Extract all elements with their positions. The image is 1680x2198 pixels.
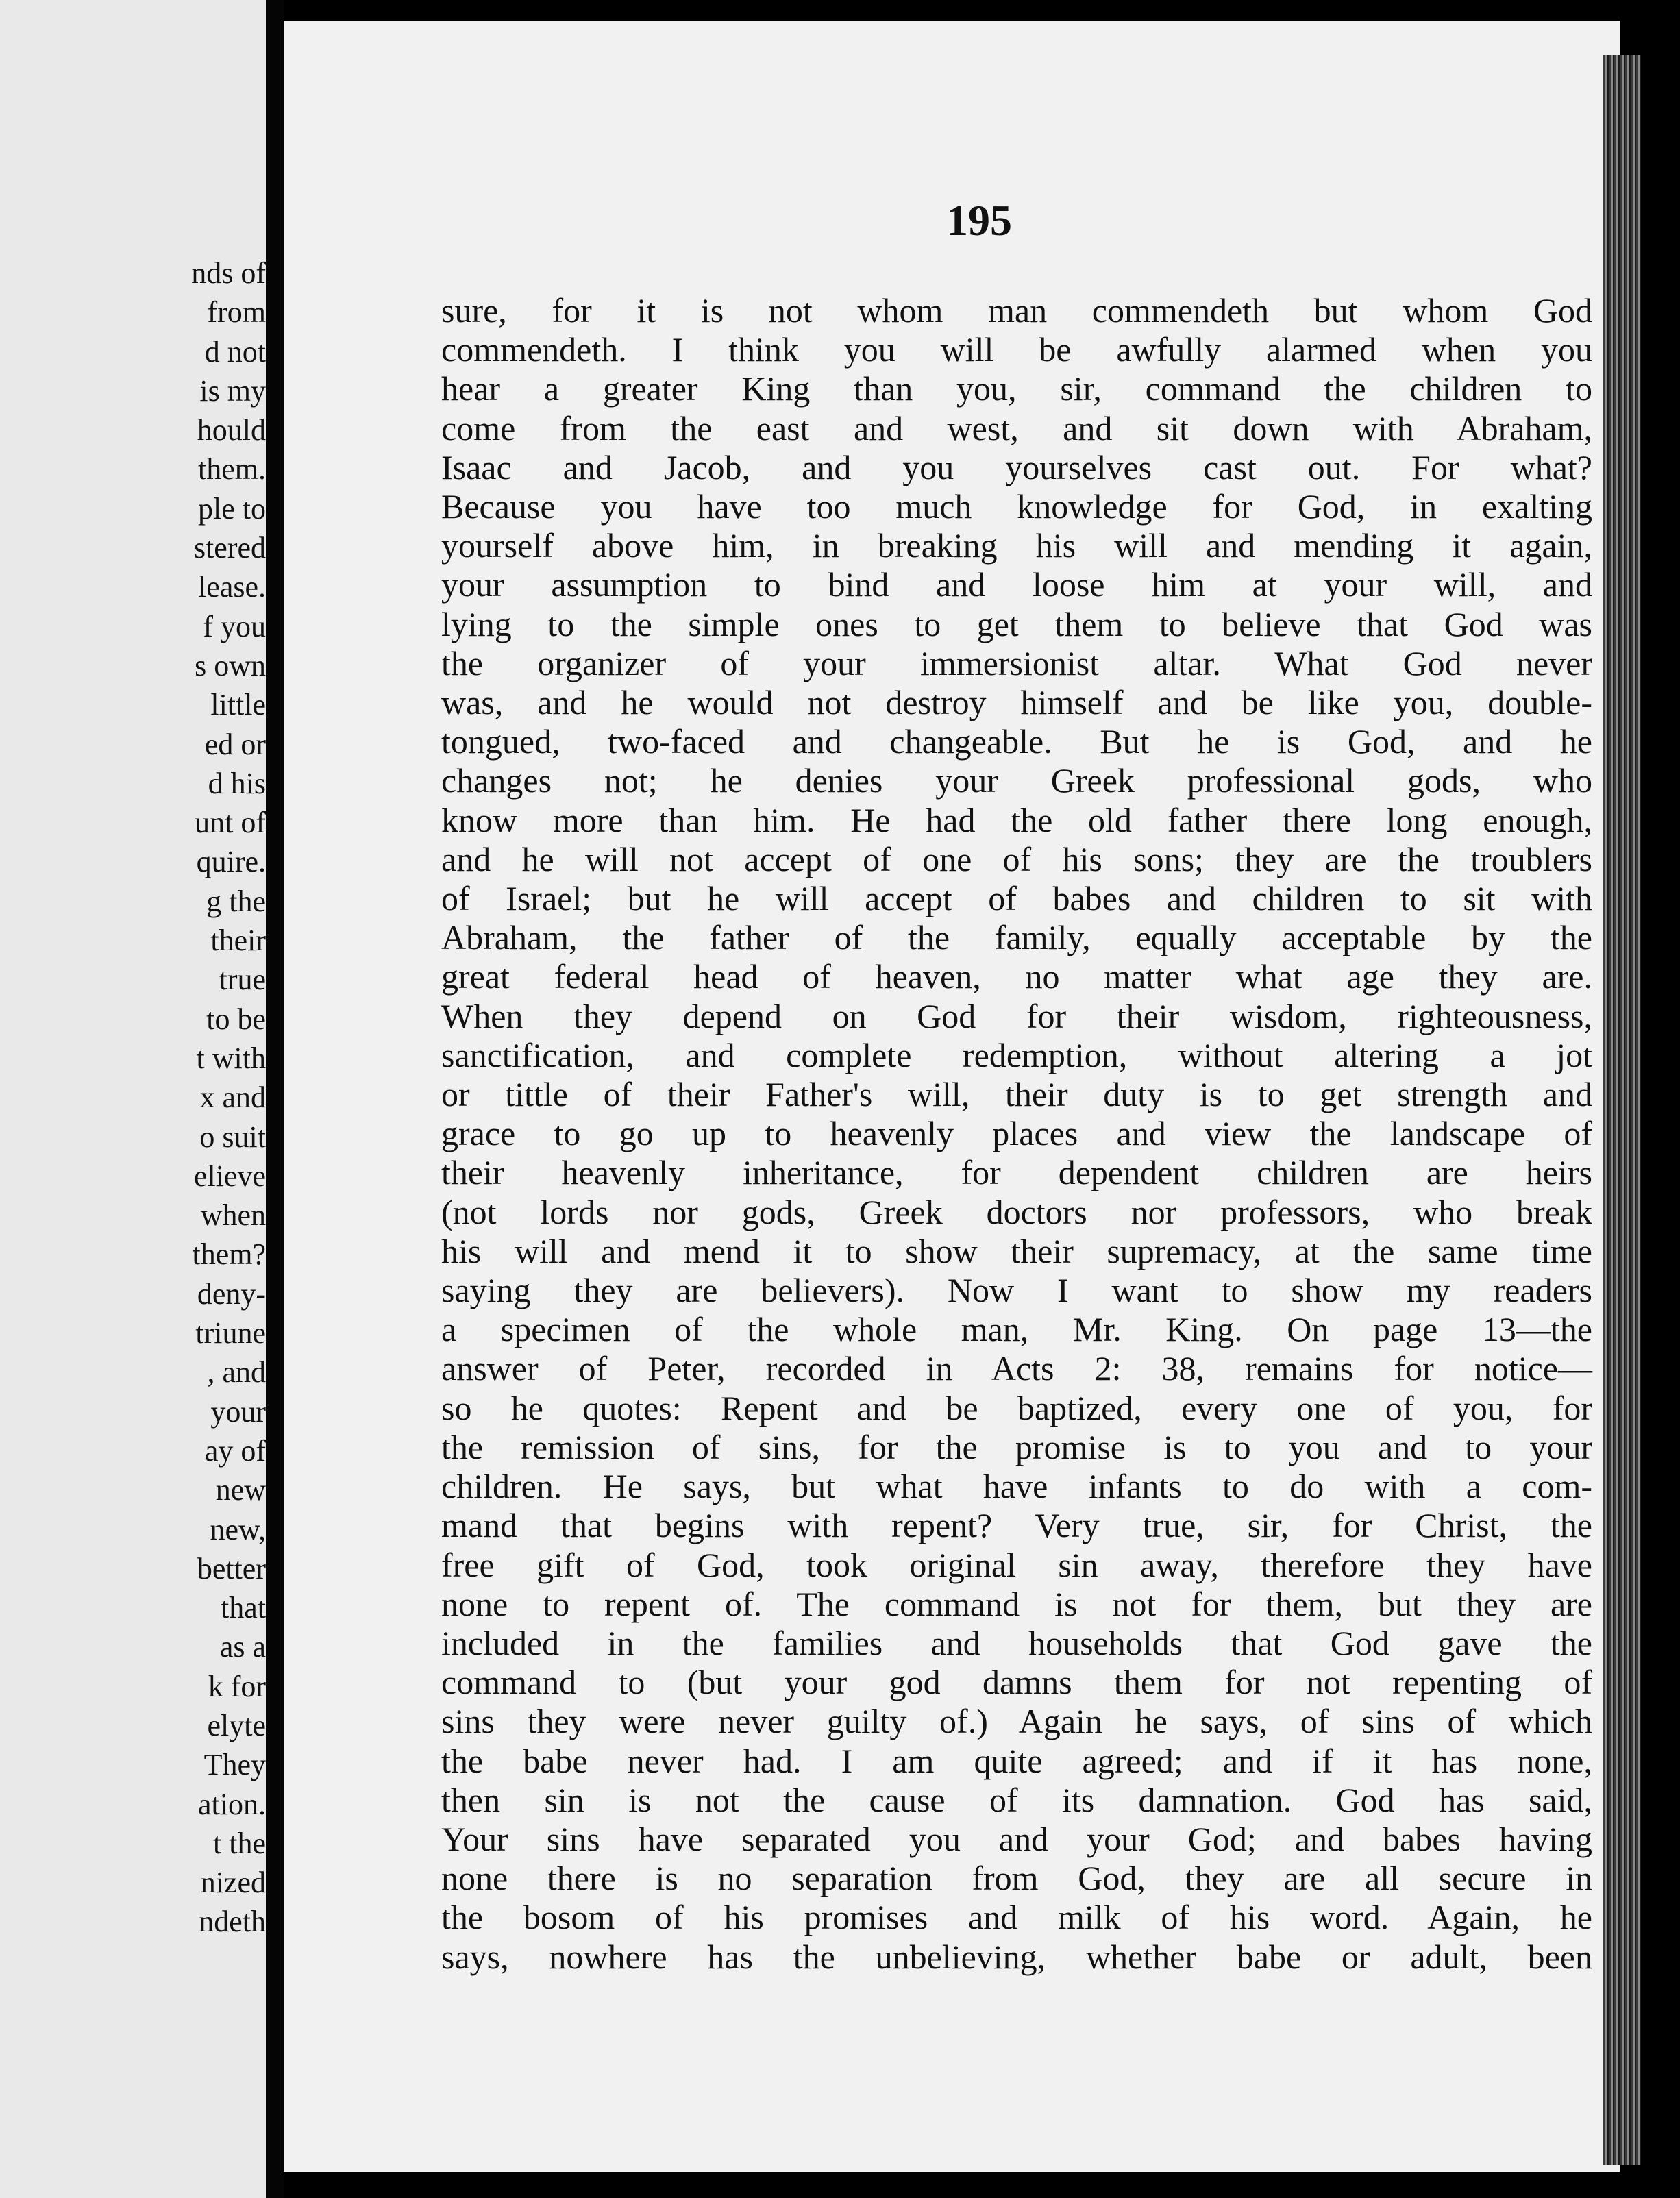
left-page-line: t with [196,1041,266,1075]
left-page-line: better [197,1551,266,1585]
text-line: great federal head of heaven, no matter what age they are. [441,957,1592,996]
left-page-line: them? [192,1237,266,1272]
text-line: Your sins have separated you and your God; and babes having [441,1819,1592,1858]
text-line: none to repent of. The command is not for them, but they are [441,1584,1592,1623]
left-page-line: them. [198,452,266,486]
left-page-line: s own [195,648,266,682]
left-page-line: new [215,1473,266,1507]
page-edge [1603,55,1641,2165]
text-line: When they depend on God for their wisdom, righteousness, [441,996,1592,1035]
text-line: command to (but your god damns them for not repenting of [441,1663,1592,1702]
text-line: grace to go up to heavenly places and view the landscape of [441,1114,1592,1153]
text-line: none there is no separation from God, they are all secure in [441,1859,1592,1898]
left-page-line: that [221,1591,266,1625]
left-page-line: their [210,924,266,958]
left-page [0,0,266,2198]
text-line: tongued, two-faced and changeable. But he is God, and he [441,722,1592,761]
text-line: Because you have too much knowledge for God, in exalting [441,487,1592,526]
page-number: 195 [946,196,1012,245]
text-line: the remission of sins, for the promise is to you and to your [441,1427,1592,1466]
left-page-line: They [203,1748,266,1782]
text-line: the organizer of your immersionist altar. What God never [441,643,1592,682]
left-page-line: unt of [195,806,266,840]
text-line: yourself above him, in breaking his will and mending it again, [441,526,1592,565]
left-page-line: is my [199,373,266,408]
left-page-text [19,254,266,1942]
text-line: the babe never had. I am quite agreed; and if it has none, [441,1741,1592,1780]
text-line: changes not; he denies your Greek professional gods, who [441,761,1592,800]
left-page-line: t the [213,1826,266,1860]
right-page [284,21,1620,2172]
text-line: saying they are believers). Now I want to show my readers [441,1271,1592,1310]
left-page-line: to be [206,1002,266,1036]
left-page-line: new, [210,1512,266,1546]
text-line: your assumption to bind and loose him at your will, and [441,565,1592,604]
text-line: says, nowhere has the unbelieving, whether babe or adult, been [441,1937,1592,1976]
left-page-line: nized [200,1866,266,1900]
text-line: lying to the simple ones to get them to believe that God was [441,604,1592,643]
text-line: so he quotes: Repent and be baptized, every one of you, for [441,1388,1592,1427]
body-text [441,291,1592,1977]
left-page-line: quire. [196,845,266,879]
left-page-line: stered [193,531,266,565]
left-page-line: k for [208,1669,266,1703]
left-page-line: little [210,688,266,722]
left-page-line: lease. [198,570,266,604]
text-line: then sin is not the cause of its damnation. God has said, [441,1780,1592,1819]
left-page-line: o suit [199,1120,266,1154]
text-line: included in the families and households that God gave the [441,1623,1592,1662]
left-page-line: your [210,1394,266,1429]
left-page-line: ay of [204,1433,266,1468]
text-line: answer of Peter, recorded in Acts 2: 38, remains for notice— [441,1349,1592,1388]
left-page-line: true [219,963,266,997]
left-page-line: d his [208,766,266,800]
left-page-line: x and [199,1081,266,1115]
text-line: was, and he would not destroy himself and be like you, double- [441,683,1592,722]
text-line: come from the east and west, and sit down with Abraham, [441,408,1592,447]
left-page-line: when [200,1198,266,1233]
left-page-line: as a [219,1630,266,1664]
text-line: mand that begins with repent? Very true, sir, for Christ, the [441,1506,1592,1545]
left-page-line: , and [207,1355,266,1390]
left-page-line: ndeth [199,1905,266,1939]
text-line: Abraham, the father of the family, equally acceptable by the [441,918,1592,957]
book-gutter [266,0,284,2198]
text-line: children. He says, but what have infants to do with a com- [441,1467,1592,1506]
text-line: his will and mend it to show their supremacy, at the same time [441,1231,1592,1270]
left-page-line: g the [206,884,266,918]
text-line: the bosom of his promises and milk of his word. Again, he [441,1898,1592,1937]
left-page-line: triune [195,1316,266,1350]
text-line: (not lords nor gods, Greek doctors nor professors, who break [441,1192,1592,1231]
text-line: their heavenly inheritance, for dependent children are heirs [441,1153,1592,1192]
text-line: know more than him. He had the old father there long enough, [441,800,1592,839]
left-page-line: nds of [191,256,266,290]
left-page-line: ed or [204,727,266,761]
text-line: free gift of God, took original sin away, therefore they have [441,1545,1592,1584]
left-page-line: hould [197,413,266,447]
text-line: sanctification, and complete redemption, without altering a jot [441,1035,1592,1074]
left-page-line: elyte [207,1708,266,1742]
text-line: Isaac and Jacob, and you yourselves cast out. For what? [441,447,1592,486]
text-line: commendeth. I think you will be awfully alarmed when you [441,330,1592,369]
text-line: sins they were never guilty of.) Again he says, of sins of which [441,1702,1592,1741]
text-line: of Israel; but he will accept of babes and children to sit with [441,879,1592,918]
left-page-line: d not [204,334,266,369]
text-line: and he will not accept of one of his sons; they are the troublers [441,839,1592,878]
left-page-line: elieve [193,1159,266,1193]
left-page-line: from [207,295,266,330]
left-page-line: deny- [197,1276,266,1311]
left-page-line: ation. [198,1787,266,1821]
left-page-line: ple to [198,491,266,526]
text-line: a specimen of the whole man, Mr. King. On page 13—the [441,1310,1592,1349]
left-page-line: f you [203,609,266,643]
text-line: hear a greater King than you, sir, command the children to [441,369,1592,408]
text-line: sure, for it is not whom man commendeth but whom God [441,291,1592,330]
text-line: or tittle of their Father's will, their duty is to get strength and [441,1075,1592,1114]
